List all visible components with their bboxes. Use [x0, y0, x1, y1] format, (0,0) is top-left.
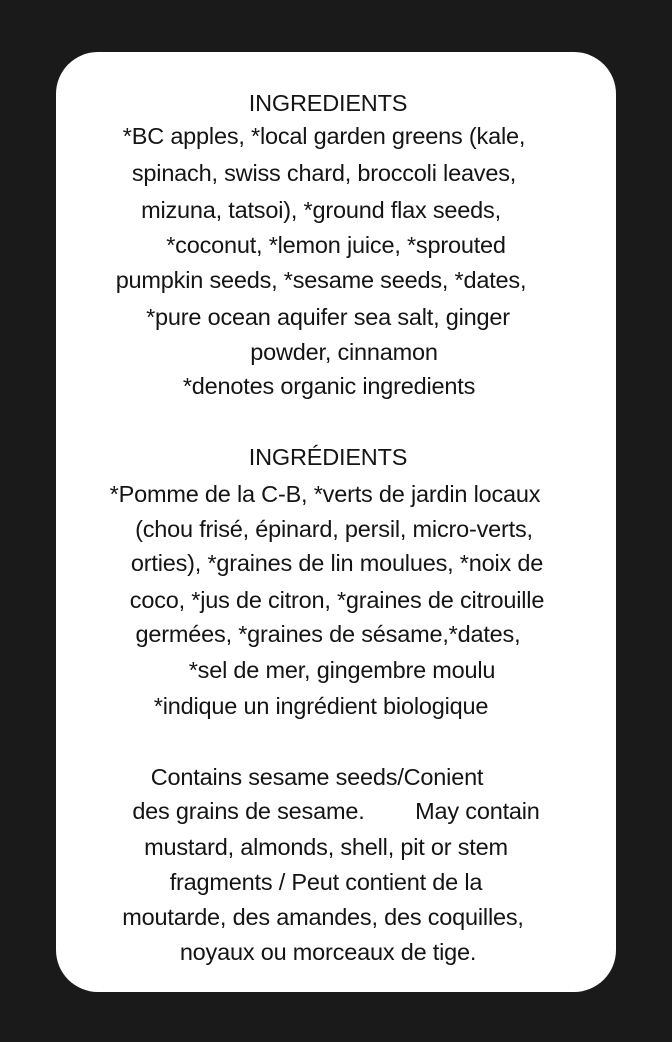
- english-line: *denotes organic ingredients: [182, 373, 476, 399]
- french-line: germées, *graines de sésame,*dates,: [135, 621, 521, 647]
- english-line: pumpkin seeds, *sesame seeds, *dates,: [115, 267, 527, 293]
- french-line: *Pomme de la C-B, *verts de jardin locaux: [109, 481, 541, 507]
- english-heading: INGREDIENTS: [248, 90, 408, 116]
- french-line: *sel de mer, gingembre moulu: [188, 657, 496, 683]
- french-line: orties), *graines de lin moulues, *noix de: [130, 550, 544, 576]
- english-line: *pure ocean aquifer sea salt, ginger: [146, 304, 510, 330]
- allergen-line: mustard, almonds, shell, pit or stem: [144, 834, 508, 860]
- english-line: powder, cinnamon: [250, 339, 438, 365]
- english-line: spinach, swiss chard, broccoli leaves,: [131, 160, 517, 186]
- allergen-line: des grains de sesame. May contain: [132, 798, 540, 824]
- allergen-line: Contains sesame seeds/Conient: [150, 764, 484, 790]
- english-line: *coconut, *lemon juice, *sprouted: [166, 232, 506, 258]
- allergen-line: moutarde, des amandes, des coquilles,: [122, 904, 524, 930]
- french-line: *indique un ingrédient biologique: [153, 693, 489, 719]
- allergen-line: fragments / Peut contient de la: [169, 869, 483, 895]
- french-line: (chou frisé, épinard, persil, micro-verts,: [135, 516, 533, 542]
- allergen-line: noyaux ou morceaux de tige.: [179, 939, 477, 965]
- english-line: mizuna, tatsoi), *ground flax seeds,: [141, 197, 501, 223]
- english-line: *BC apples, *local garden greens (kale,: [122, 123, 526, 149]
- ingredients-card: [56, 52, 616, 992]
- french-line: coco, *jus de citron, *graines de citrouille: [129, 587, 545, 613]
- french-heading: INGRÉDIENTS: [248, 444, 408, 470]
